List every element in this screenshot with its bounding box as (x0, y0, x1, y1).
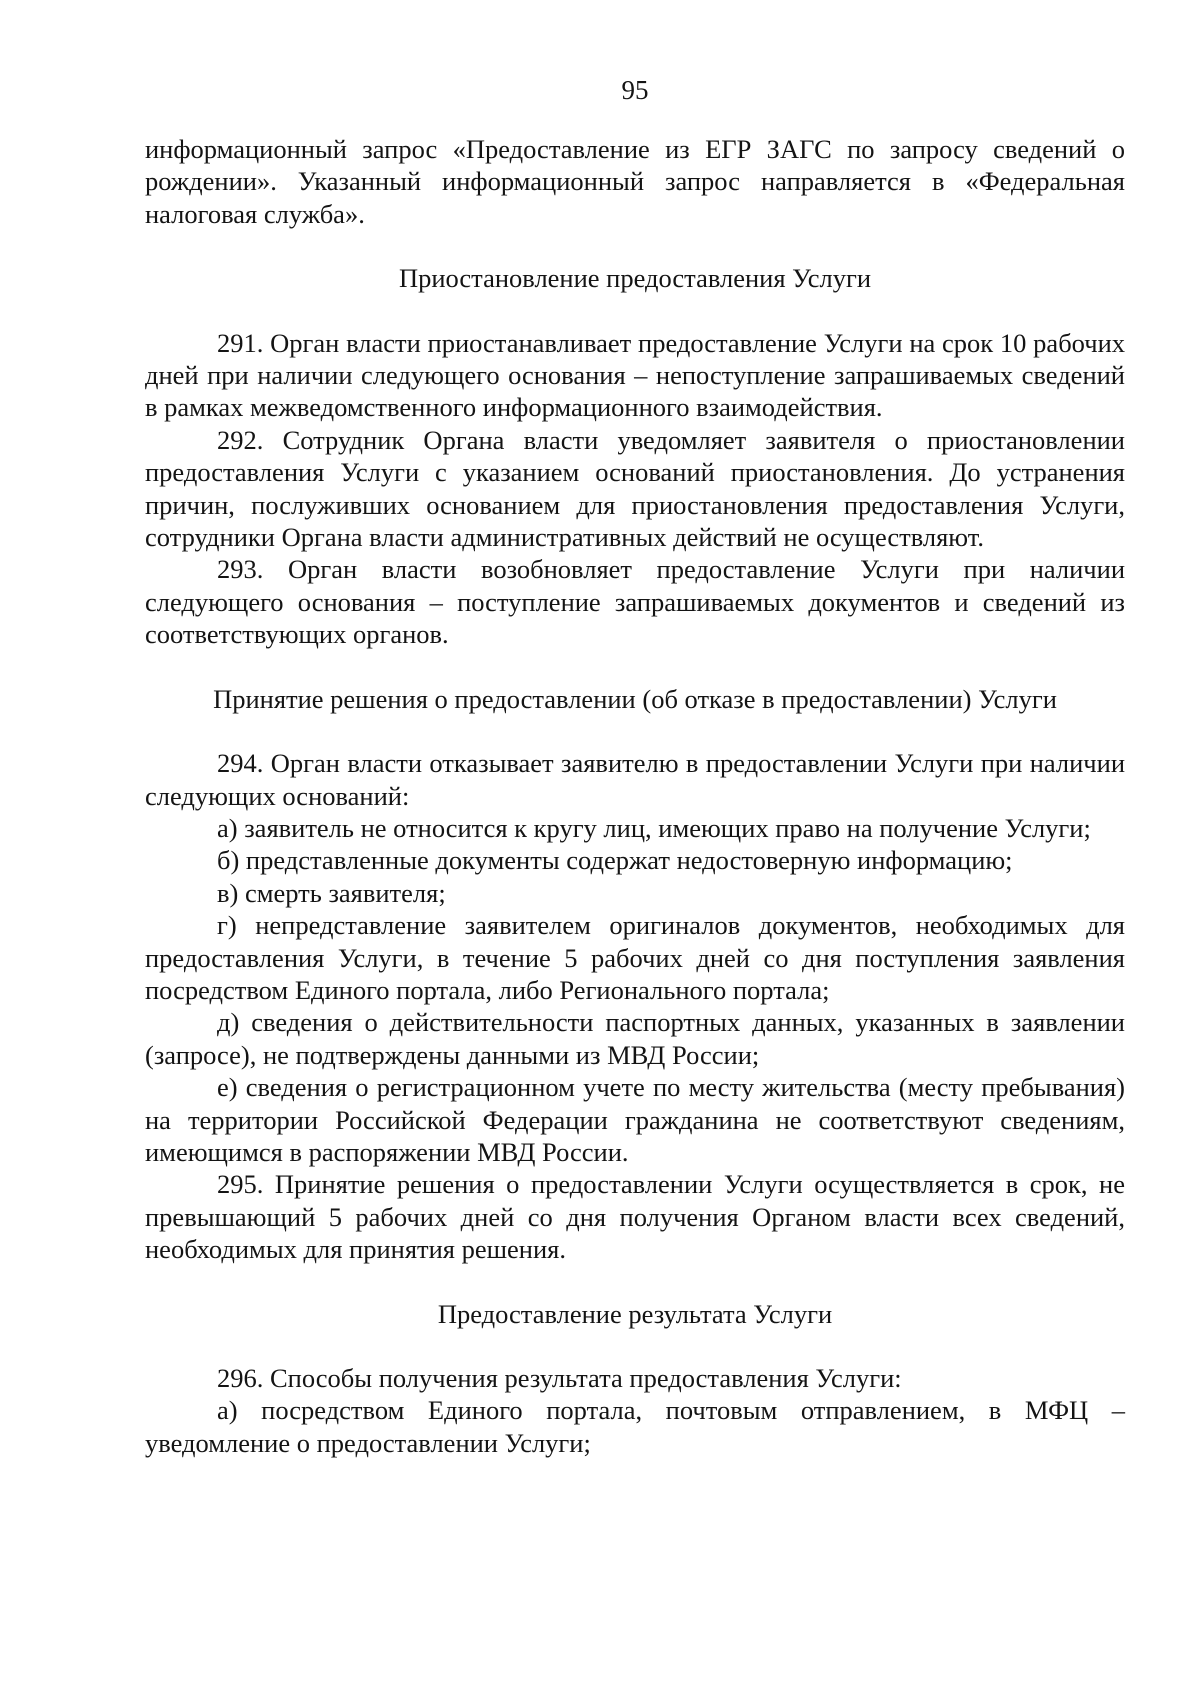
list-item-a: а) заявитель не относится к кругу лиц, имеющих право на получение Услуги; (217, 812, 1091, 843)
section-heading-decision: Принятие решения о предоставлении (об отказе в предоставлении) Услуги (213, 683, 1057, 714)
paragraph-296: 296. Способы получения результата предоставления Услуги: (217, 1363, 902, 1393)
paragraph-291: 291. Орган власти приостанавливает предоставление Услуги на срок 10 рабочих дней при наличии следующего основания – непоступление запрашиваемых сведений в рамках межведомственного информационного взаимодействия. (145, 327, 1125, 423)
section-heading-suspension: Приостановление предоставления Услуги (398, 263, 872, 294)
list-item-b: б) представленные документы содержат недостоверную информацию; (217, 845, 1013, 876)
list-item-e: е) сведения о регистрационном учете по месту жительства (месту пребывания) на территории Российской Федерации гражданина не соответствуют сведениям, имеющимся в распоряжении МВД России. (145, 1072, 1125, 1167)
continuation-paragraph: информационный запрос «Предоставление из ЕГР ЗАГС по запросу сведений о рождении». Указанный информационный запрос направляется в «Федеральная налоговая служба». (145, 134, 1125, 229)
paragraph-292: 292. Сотрудник Органа власти уведомляет заявителя о приостановлении предоставления Услуги с указанием оснований приостановления. До устранения причин, послуживших основанием для приостановления предоставления Услуги, сотрудники Органа власти административных действий не осуществляют. (145, 424, 1125, 553)
section-heading-result: Предоставление результата Услуги (437, 1298, 833, 1329)
list-item-g: г) непредставление заявителем оригиналов документов, необходимых для предоставления Услуги, в течение 5 рабочих дней со дня поступления заявления посредством Единого портала, либо Регионального портала; (145, 910, 1125, 1005)
paragraph-294: 294. Орган власти отказывает заявителю в предоставлении Услуги при наличии следующих оснований: (145, 748, 1125, 811)
paragraph-295: 295. Принятие решения о предоставлении Услуги осуществляется в срок, не превышающий 5 рабочих дней со дня получения Органом власти всех сведений, необходимых для принятия решения. (145, 1169, 1125, 1265)
list-item-d: д) сведения о действительности паспортных данных, указанных в заявлении (запросе), не подтверждены данными из МВД России; (145, 1007, 1125, 1070)
paragraph-293: 293. Орган власти возобновляет предоставление Услуги при наличии следующего основания – поступление запрашиваемых документов и сведений из соответствующих органов. (145, 554, 1125, 650)
list-item-296-a: а) посредством Единого портала, почтовым отправлением, в МФЦ – уведомление о предоставлении Услуги; (145, 1395, 1125, 1458)
list-item-v: в) смерть заявителя; (217, 877, 446, 908)
page-number: 95 (621, 75, 649, 105)
document-body (145, 133, 1125, 1459)
